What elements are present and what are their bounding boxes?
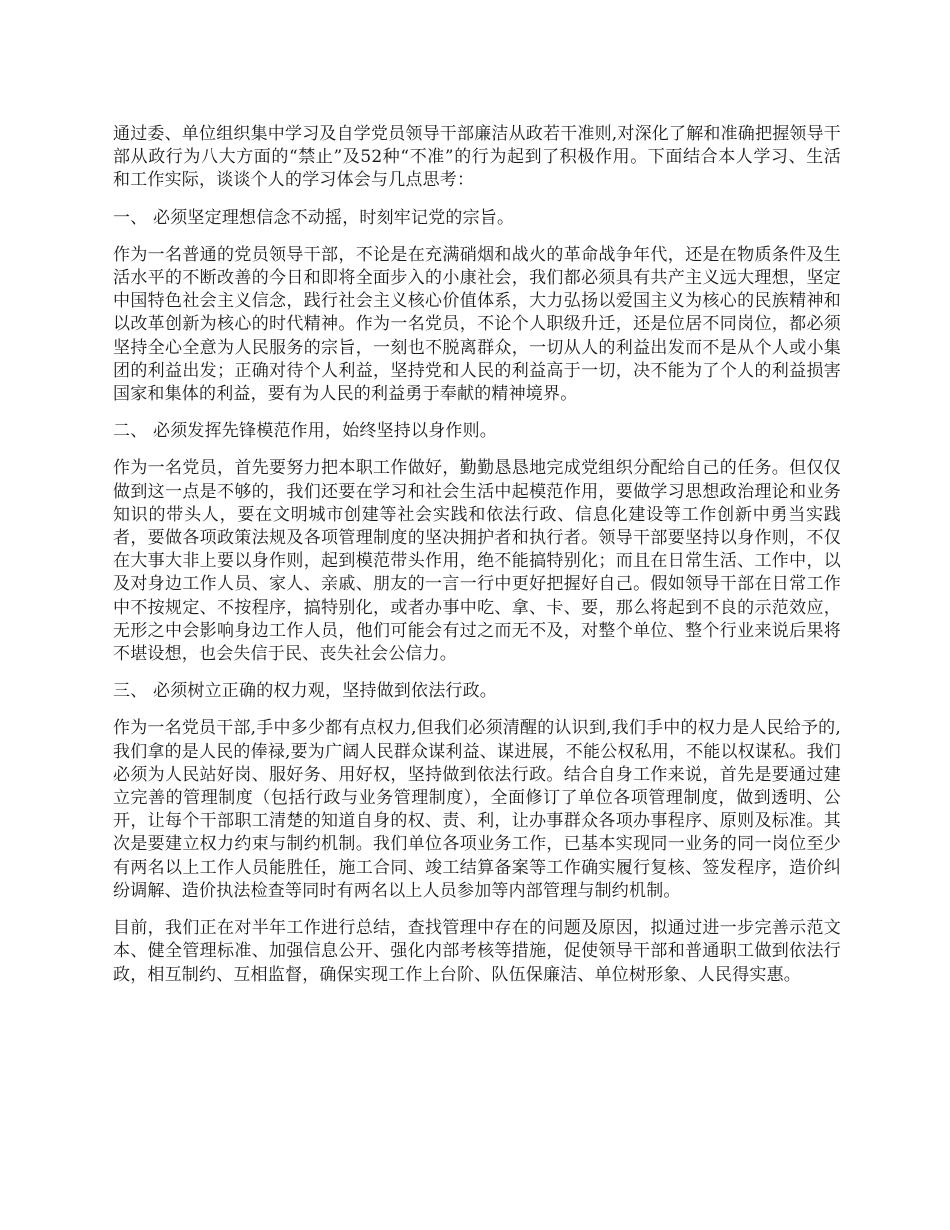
section-heading-3: 三、 必须树立正确的权力观，坚持做到依法行政。 — [113, 681, 498, 702]
section-1-paragraph: 作为一名普通的党员领导干部，不论是在充满硝烟和战火的革命战争年代，还是在物质条件及生活水平的不断改善的今日和即将全面步入的小康社会，我们都必须具有共产主义远大理想，坚定中国特色社会主义信念，践行社会主义核心价值体系，大力弘扬以爱国主义为核心的民族精神和以改革创新为核心的时代精神。作为一名党员，不论个人职级升迁，还是位居不同岗位，都必须坚持全心全意为人民服务的宗旨，一刻也不脱离群众，一切从人的利益出发而不是从个人或小集团的利益出发；正确对待个人利益，坚持党和人民的利益高于一切，决不能为了个人的利益损害国家和集体的利益，要有为人民的利益勇于奉献的精神境界。 — [113, 244, 841, 405]
intro-paragraph: 通过委、单位组织集中学习及自学党员领导干部廉洁从政若干准则,对深化了解和准确把握领导干部从政行为八大方面的“禁止”及52种“不准”的行为起到了积极作用。下面结合本人学习、生活和工作实际，谈谈个人的学习体会与几点思考： — [113, 124, 842, 191]
section-heading-1: 一、 必须坚定理想信念不动摇，时刻牢记党的宗旨。 — [113, 207, 515, 228]
closing-paragraph: 目前，我们正在对半年工作进行总结，查找管理中存在的问题及原因，拟通过进一步完善示范文本、健全管理标准、加强信息公开、强化内部考核等措施，促使领导干部和普通职工做到依法行政，相互制约、互相监督，确保实现工作上台阶、队伍保廉洁、单位树形象、人民得实惠。 — [113, 918, 841, 985]
document-page — [113, 123, 841, 1001]
section-3-paragraph: 作为一名党员干部,手中多少都有点权力,但我们必须清醒的认识到,我们手中的权力是人民给予的,我们拿的是人民的俸禄,要为广阔人民群众谋利益、谋进展，不能公权私用，不能以权谋私。我们必须为人民站好岗、服好务、用好权，坚持做到依法行政。结合自身工作来说，首先是要通过建立完善的管理制度（包括行政与业务管理制度），全面修订了单位各项管理制度，做到透明、公开，让每个干部职工清楚的知道自身的权、责、利，让办事群众各项办事程序、原则及标准。其次是要建立权力约束与制约机制。我们单位各项业务工作，已基本实现同一业务的同一岗位至少有两名以上工作人员能胜任，施工合同、竣工结算备案等工作确实履行复核、签发程序，造价纠纷调解、造价执法检查等同时有两名以上人员参加等内部管理与制约机制。 — [113, 718, 842, 901]
section-2-paragraph: 作为一名党员，首先要努力把本职工作做好，勤勤恳恳地完成党组织分配给自己的任务。但仅仅做到这一点是不够的，我们还要在学习和社会生活中起模范作用，要做学习思想政治理论和业务知识的带头人，要在文明城市创建等社会实践和依法行政、信息化建设等工作创新中勇当实践者，要做各项政策法规及各项管理制度的坚决拥护者和执行者。领导干部要坚持以身作则，不仅在大事大非上要以身作则，起到模范带头作用，绝不能搞特别化；而且在日常生活、工作中，以及对身边工作人员、家人、亲戚、朋友的一言一行中更好把握好自己。假如领导干部在日常工作中不按规定、不按程序，搞特别化，或者办事中吃、拿、卡、要，那么将起到不良的示范效应，无形之中会影响身边工作人员，他们可能会有过之而无不及，对整个单位、整个行业来说后果将不堪设想，也会失信于民、丧失社会公信力。 — [113, 458, 841, 665]
section-heading-2: 二、 必须发挥先锋模范作用，始终坚持以身作则。 — [113, 421, 498, 442]
